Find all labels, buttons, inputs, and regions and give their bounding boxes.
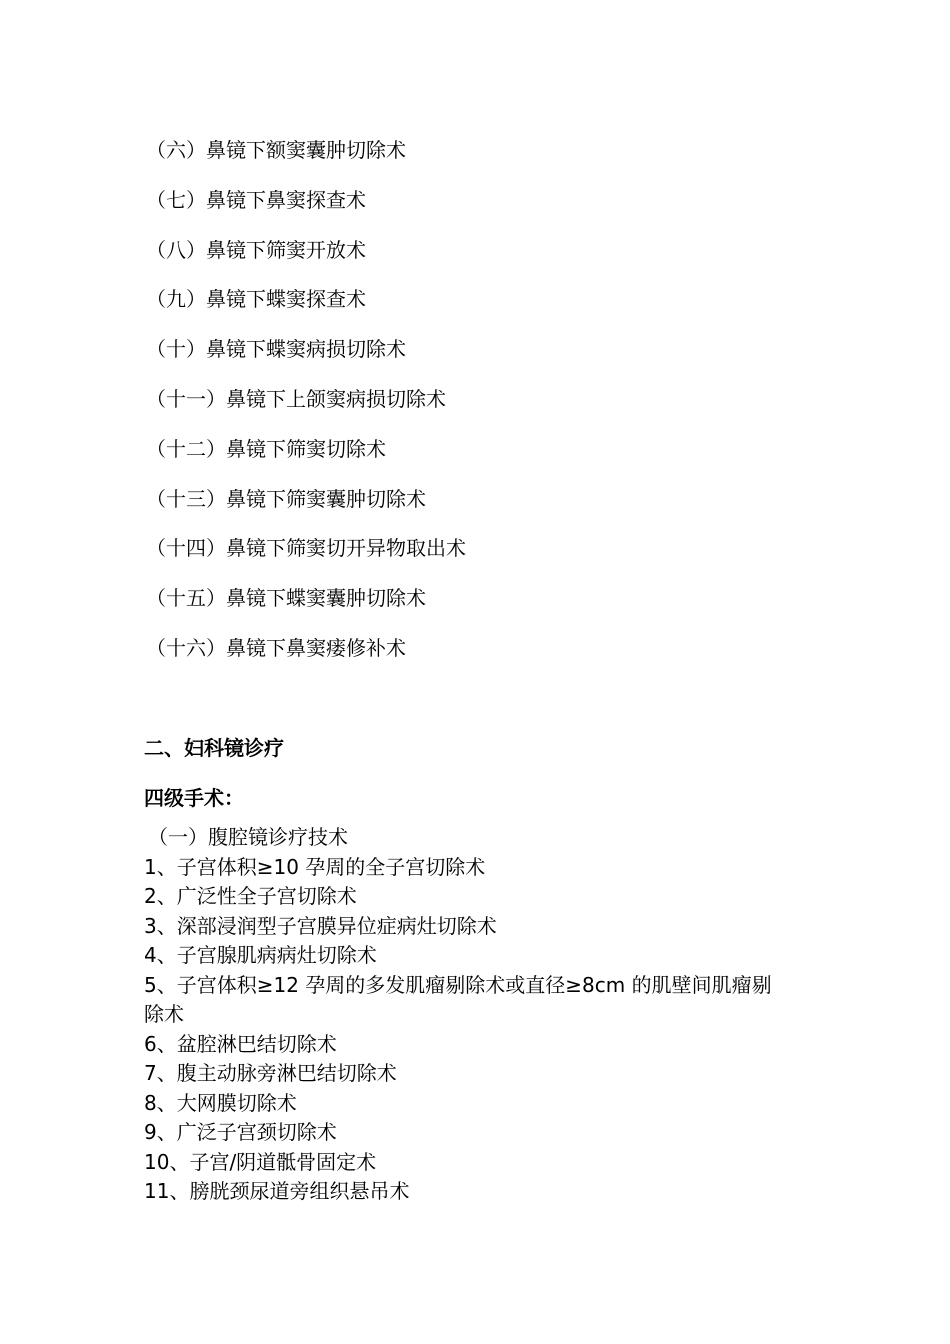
list-item: 1、子宫体积≥10 孕周的全子宫切除术 — [144, 854, 486, 879]
list-item: 2、广泛性全子宫切除术 — [144, 884, 357, 908]
list-item: （十二）鼻镜下筛窦切除术 — [146, 436, 386, 461]
list-item: 6、盆腔淋巴结切除术 — [144, 1031, 337, 1056]
list-item: 9、广泛子宫颈切除术 — [144, 1120, 337, 1144]
list-item: 7、腹主动脉旁淋巴结切除术 — [144, 1061, 397, 1085]
list-item: 8、大网膜切除术 — [144, 1090, 297, 1115]
list-item: 11、膀胱颈尿道旁组织悬吊术 — [144, 1179, 410, 1203]
list-item: 5、子宫体积≥12 孕周的多发肌瘤剔除术或直径≥8cm 的肌壁间肌瘤剔除术 — [144, 972, 772, 1026]
list-item: 3、深部浸润型子宫膜异位症病灶切除术 — [144, 913, 497, 938]
list-item: （十）鼻镜下蝶窦病损切除术 — [146, 337, 406, 362]
list-item: （十五）鼻镜下蝶窦囊肿切除术 — [146, 586, 426, 611]
list-item: （十三）鼻镜下筛窦囊肿切除术 — [146, 486, 426, 511]
list-item: （六）鼻镜下额窦囊肿切除术 — [146, 138, 406, 162]
list-item: （十四）鼻镜下筛窦切开异物取出术 — [146, 536, 466, 561]
subsection-title: （一）腹腔镜诊疗技术 — [148, 825, 348, 849]
numbered-procedure-list — [144, 853, 784, 1207]
list-item: 10、子宫/阴道骶骨固定术 — [144, 1149, 377, 1174]
surgery-level-heading: 四级手术： — [144, 786, 244, 810]
list-item: （十一）鼻镜下上颌窦病损切除术 — [146, 386, 446, 411]
list-item: （八）鼻镜下筛窦开放术 — [146, 237, 366, 262]
section-heading: 二、妇科镜诊疗 — [144, 736, 284, 760]
procedure-list-continued — [146, 136, 466, 684]
list-item: 4、子宫腺肌病病灶切除术 — [144, 943, 377, 967]
list-item: （九）鼻镜下蝶窦探查术 — [146, 287, 366, 312]
list-item: （七）鼻镜下鼻窦探查术 — [146, 187, 366, 212]
list-item: （十六）鼻镜下鼻窦瘘修补术 — [146, 635, 406, 660]
